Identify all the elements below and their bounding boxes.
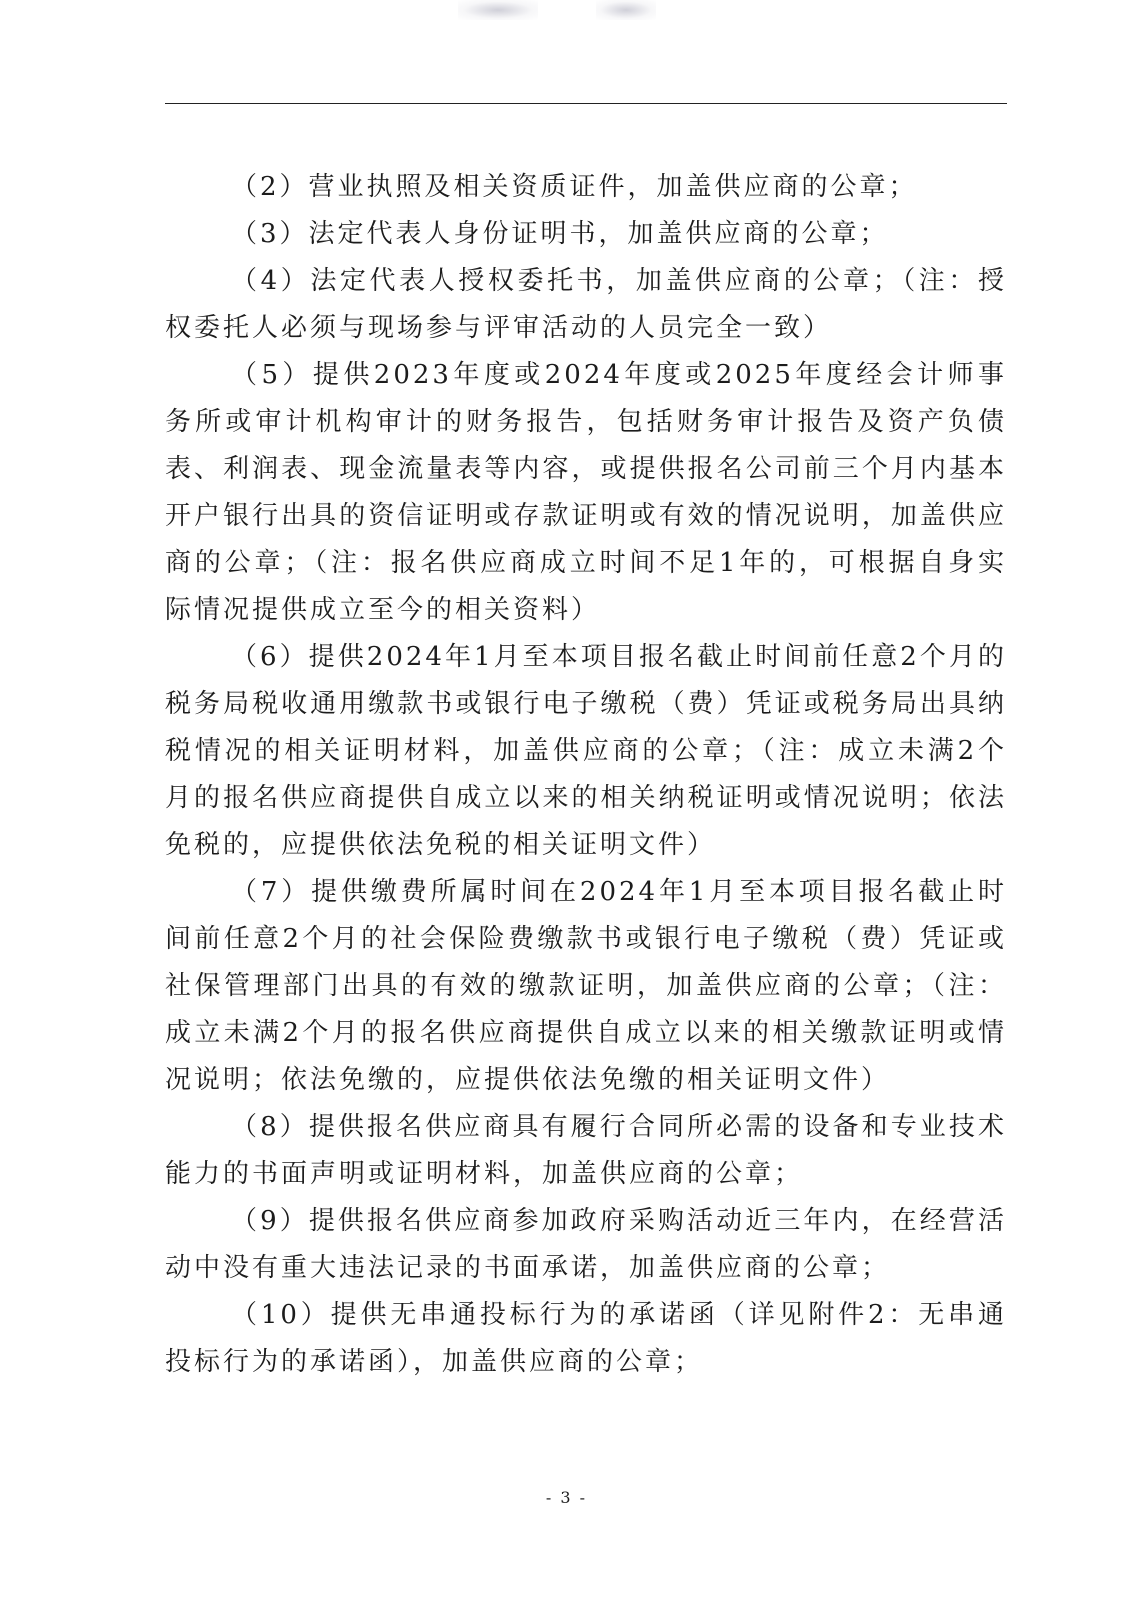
scan-artifact xyxy=(596,0,656,20)
paragraph-item-4: （4）法定代表人授权委托书，加盖供应商的公章；（注：授权委托人必须与现场参与评审活动的人员完全一致） xyxy=(165,266,1007,343)
paragraph-item-9: （9）提供报名供应商参加政府采购活动近三年内，在经营活动中没有重大违法记录的书面承诺，加盖供应商的公章； xyxy=(165,1206,1007,1283)
paragraph-item-3: （3）法定代表人身份证明书，加盖供应商的公章； xyxy=(231,219,889,249)
header-rule xyxy=(165,103,1007,104)
paragraph-item-5: （5）提供2023年度或2024年度或2025年度经会计师事务所或审计机构审计的财务报告，包括财务审计报告及资产负债表、利润表、现金流量表等内容，或提供报名公司前三个月内基本开户银行出具的资信证明或存款证明或有效的情况说明，加盖供应商的公章；（注：报名供应商成立时间不足1年的，可根据自身实际情况提供成立至今的相关资料） xyxy=(165,360,1007,625)
paragraph-item-7: （7）提供缴费所属时间在2024年1月至本项目报名截止时间前任意2个月的社会保险费缴款书或银行电子缴税（费）凭证或社保管理部门出具的有效的缴款证明，加盖供应商的公章；（注：成立未满2个月的报名供应商提供自成立以来的相关缴款证明或情况说明；依法免缴的，应提供依法免缴的相关证明文件） xyxy=(165,877,1007,1095)
page-number: - 3 - xyxy=(545,1488,588,1507)
document-body xyxy=(165,164,1007,1386)
paragraph-item-2: （2）营业执照及相关资质证件，加盖供应商的公章； xyxy=(231,172,918,202)
paragraph-item-8: （8）提供报名供应商具有履行合同所必需的设备和专业技术能力的书面声明或证明材料，加盖供应商的公章； xyxy=(165,1112,1007,1189)
paragraph-item-10: （10）提供无串通投标行为的承诺函（详见附件2：无串通投标行为的承诺函），加盖供应商的公章； xyxy=(165,1300,1007,1377)
scan-artifact xyxy=(458,0,538,20)
paragraph-item-6: （6）提供2024年1月至本项目报名截止时间前任意2个月的税务局税收通用缴款书或银行电子缴税（费）凭证或税务局出具纳税情况的相关证明材料，加盖供应商的公章；（注：成立未满2个月的报名供应商提供自成立以来的相关纳税证明或情况说明；依法免税的，应提供依法免税的相关证明文件） xyxy=(165,642,1007,860)
